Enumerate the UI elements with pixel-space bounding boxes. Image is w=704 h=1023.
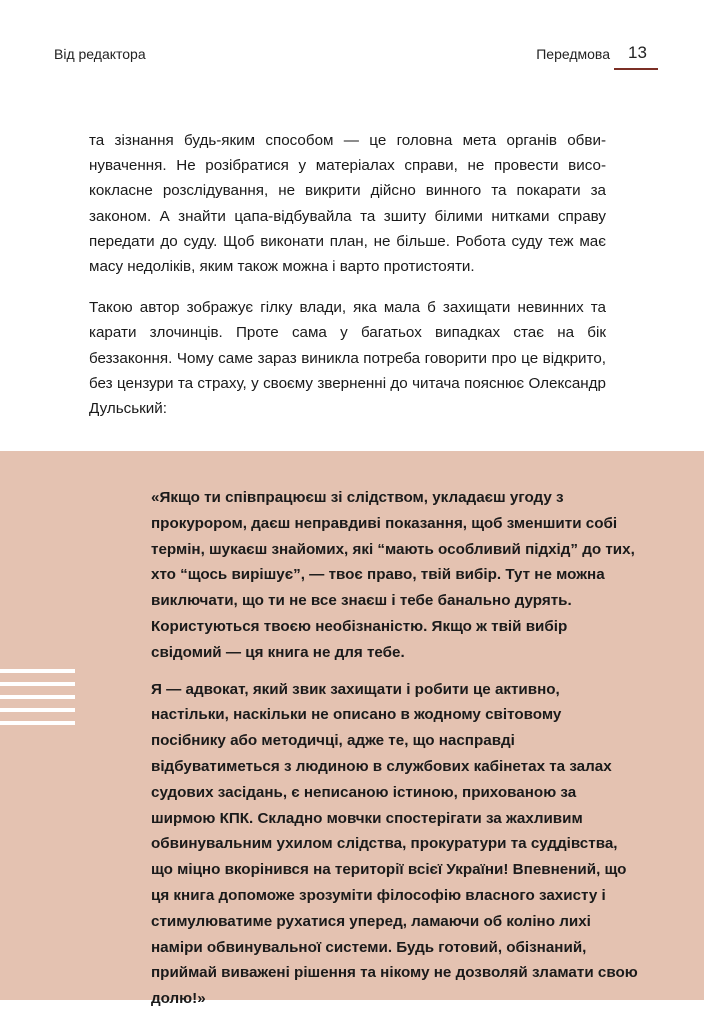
body-text <box>89 128 606 437</box>
running-head: Від редактора <box>54 46 146 62</box>
section-title: Передмова <box>536 46 610 62</box>
quote-paragraph: «Якщо ти співпрацюєш зі слідством, укладаєш угоду з прокурором, даєш неправдиві показання, щоб зменшити собі термін, шукаєш знайомих, які “мають особливий підхід” до тих, хто “щось вирішує”, — твоє право, твій вибір. Тут не можна виключати, що ти не все знаєш і тебе банально дурять. Користуються твоєю необізнаністю. Якщо ж твій вибір свідомий — ця книга не для тебе. <box>151 489 635 661</box>
author-quote <box>151 485 638 1023</box>
page-number: 13 <box>628 43 647 62</box>
stripe <box>0 695 75 699</box>
body-paragraph: та зізнання будь-яким способом — це головна мета органів обвинувачення. Не розібратися у матеріалах справи, не провести висококласне розслідування, не викрити дійсно винного та покарати за законом. А знайти цапа-відбувайла та зшиту білими нитками справу передати до суду. Щоб виконати план, не більше. Робота суду теж має масу недоліків, яким також можна і варто протистояти. <box>89 132 606 276</box>
stripe <box>0 682 75 686</box>
body-paragraph: Такою автор зображує гілку влади, яка мала б захищати невинних та карати злочинців. Проте сама у багатьох випадках стає на бік беззаконня. Чому саме зараз виникла потреба говорити про це відкрито, без цензури та страху, у своєму зверненні до читача пояснює Олександр Дульський: <box>89 299 606 418</box>
stripe <box>0 669 75 673</box>
stripe <box>0 708 75 712</box>
stripe <box>0 721 75 725</box>
quote-paragraph: Я — адвокат, який звик захищати і робити це активно, настільки, наскільки не описано в жодному світовому посібнику або методичці, адже те, що насправді відбуватиметься з людиною в службових кабінетах та залах судових засідань, є неписаною істиною, прихованою за ширмою КПК. Складно мовчки спостерігати за жахливим обвинувальним ухилом слідства, прокуратури та суддівства, що міцно вкорінився на території всієї України! Впевнений, що ця книга допоможе зрозуміти філософію власного захисту і стимулюватиме рухатися уперед, ламаючи об коліно лихі наміри обвинувальної системи. Будь готовий, обізнаний, приймай виважені рішення та нікому не дозволяй зламати свою долю!» <box>151 680 638 1008</box>
decorative-stripes <box>0 669 75 725</box>
header-rule <box>614 68 658 70</box>
